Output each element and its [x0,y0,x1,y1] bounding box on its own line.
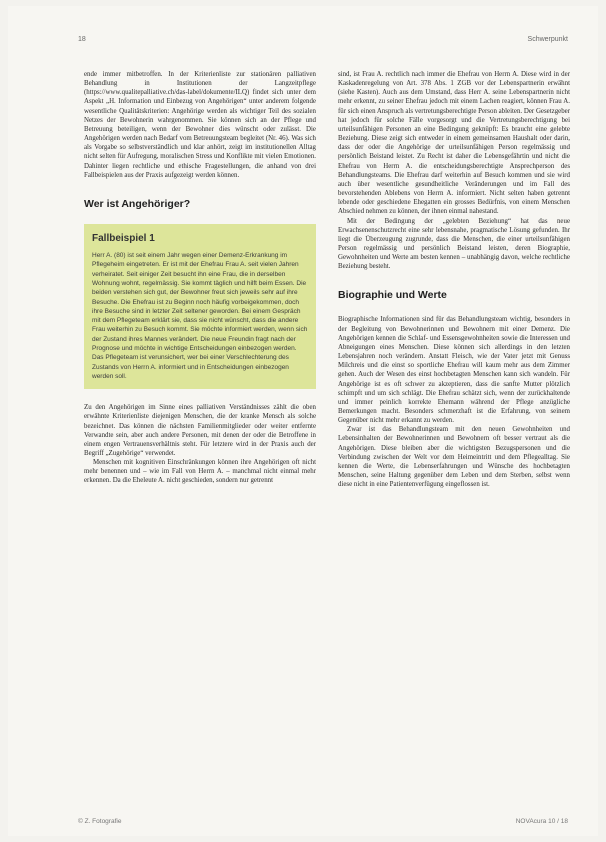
right-paragraph-1: sind, ist Frau A. rechtlich nach immer die Ehefrau von Herrn A. Diese wird in der Kaskadenregelung von Art. 378 Abs. 1 ZGB vor der Lebenspartnerin erwähnt (siehe Kasten). Auch aus dem Umstand, dass Herr A. seine Lebenspartnerin nicht mehr erkennt, zu seiner Ehefrau jedoch mit einem Lachen reagiert, können Frau A. für sich einen Anspruch als vertretungsberechtigte Person ableiten. Der Gesetzgeber hat jedoch für solche Fälle vorgesorgt und die Vertretungsberechtigung bei urteilsunfähigen Personen an eine Bedingung geknüpft: Es braucht eine gelebte Beziehung. Diese zeigt sich entweder in einem gemeinsamen Haushalt oder darin, dass der oder die Angehörige der urteilsunfähigen Person regelmässig und persönlich Beistand leistet. Zu Recht ist daher die Lebensgefährtin und nicht die Ehefrau von Herrn A. die entscheidungsberechtigte Ansprechperson des Behandlungsteams. Die Ehefrau darf weiterhin auf Besuch kommen und sie wird auch über wesentliche gesundheitliche Veränderungen und im Fall des bevorstehenden Ablebens von Herrn A. informiert. Nicht selten haben getrennt lebende oder geschiedene Ehegatten ein grosses Bedürfnis, von einem Menschen Abschied nehmen zu können, der ihnen einmal nahestand. [338,71,570,216]
section-heading-biographie: Biographie und Werte [338,289,447,302]
left-column [84,70,316,486]
page-number: 18 [78,36,86,43]
right-paragraph-4: Zwar ist das Behandlungsteam mit den neuen Gewohnheiten und Lebensinhalten der Bewohnerinnen und Bewohnern oft besser vertraut als die Angehörigen. Diese bleiben aber die wichtigsten Bezugspersonen und die Verbindung zwischen der Welt vor dem Heimeintritt und dem Pflegealltag. Sie kennen die Werte, die Lebenserfahrungen und Wünsche des hochbetagten Menschen, seine Haltung gegenüber dem Leben und dem Sterben, selbst wenn diese nicht in eine Patientenverfügung eingeflossen ist. [338,426,570,489]
right-paragraph-2: Mit der Bedingung der „gelebten Beziehung“ hat das neue Erwachsenenschutzrecht eine sehr lebensnahe, pragmatische Lösung gefunden. Ihr liegt die Überzeugung zugrunde, dass die Menschen, die einer urteilsunfähigen Person regelmässig und persönlich Beistand leisten, deren Biographie, Gewohnheiten und Werte am besten kennen – unabhängig davon, welche rechtliche Beziehung besteht. [338,217,570,271]
left-paragraph-1: ende immer mitbetroffen. In der Kriterienliste zur stationären palliativen Behandlung in Institutionen der Langzeitpflege (https://www.qualitepalliative.ch/das-label/dokumente/ILQ) findet sich unter dem Aspekt „H. Information und Einbezug von Angehörigen“ unter anderem folgende wesentliche Qualitätskriterien: Angehörige werden als wichtiger Teil des sozialen Netzes der Bewohnerin wahrgenommen. Sie können sich an der Pflege und Betreuung beteiligen, wenn der Bewohner dies wünscht oder zulässt. Die Angehörigen werden nach Bedarf vom Betreuungsteam begleitet (Nr. 46). Was sich als Vorgabe so selbstverständlich und klar anhört, zeigt im institutionellen Alltag nicht selten für Aufregung, moralischen Stress und Konflikte mit vielen Emotionen. Dahinter liegen rechtliche und ethische Fragestellungen, die anhand von drei Fallbeispielen aus der Praxis aufgezeigt werden können. [84,71,316,179]
running-title: Schwerpunkt [527,36,568,43]
case-example-title: Fallbeispiel 1 [92,232,155,244]
left-paragraph-3: Menschen mit kognitiven Einschränkungen können ihre Angehörigen oft nicht mehr benennen und – wie im Fall von Herrn A. – manchmal nicht einmal mehr erkennen. Da die Eheleute A. nicht geschieden, sondern nur getrennt [84,459,316,485]
left-paragraph-2: Zu den Angehörigen im Sinne eines palliativen Verständnisses zählt die oben erwähnte Kriterienliste diejenigen Menschen, die der kranke Mensch als solche bezeichnet. Das können die nächsten Familienmitglieder oder weiter entfernte Verwandte sein, aber auch andere Personen, mit denen der oder die Betroffene in einem engen Vertrauensverhältnis steht. Für letztere wird in der Praxis auch der Begriff „Zugehörige“ verwendet. [84,404,316,457]
document-page [8,6,598,836]
section-heading-angehoeriger: Wer ist Angehöriger? [84,197,191,210]
photo-credit: © Z. Fotografie [78,818,122,825]
issue-info: NOVAcura 10 / 18 [515,818,568,825]
case-example-text: Herr A. (80) ist seit einem Jahr wegen einer Demenz-Erkrankung im Pflegeheim eingetreten. Er ist mit der Ehefrau Frau A. seit vielen Jahren verheiratet. Seit einiger Zeit besucht ihn eine Frau, die in derselben Wohnung wohnt, regelmässig. Sie kommt täglich und hilft beim Essen. Die beiden verstehen sich gut, der Bewohner freut sich jeweils sehr auf ihre Besuche. Die Ehefrau ist zu Beginn noch häufig vorbeigekommen, doch ihre Besuche sind in letzter Zeit seltener geworden. Bei einem Gespräch mit dem Pflegeteam erklärt sie, dass sie nicht wünscht, dass die andere Frau weiterhin zu Besuch kommt. Sie möchte informiert werden, wenn sich der Zustand ihres Mannes verändert. Die neue Freundin fragt nach der Prognose und möchte in wichtige Entscheidungen einbezogen werden. Das Pflegeteam ist verunsichert, wer bei einer Verschlechterung des Zustands von Herrn A. informiert und in Entscheidungen einbezogen werden soll. [92,252,308,380]
case-example-box [84,224,316,389]
right-paragraph-3: Biographische Informationen sind für das Behandlungsteam wichtig, besonders in der Begleitung von Bewohnerinnen und Bewohnern mit einer Demenz. Die Angehörigen kennen die Schlaf- und Essensgewohnheiten sowie die Interessen und Abneigungen eines Menschen. Diese können sich allerdings in den letzten Lebensjahren noch verändern. Anstatt Fleisch, wie der Vater jetzt mit Genuss Milchreis und die einst so sportliche Ehefrau will kaum mehr aus dem Zimmer gehen. Auch der Wesen des einst hochbetagten Menschen kann sich wandeln. Für Angehörige ist es oft schwer zu akzeptieren, dass die sanfte Mutter plötzlich schimpft und um sich schlägt. Die Ehefrau schätzt sich, wenn der zurückhaltende und immer peinlich korrekte Ehemann während der Pflege anzügliche Bemerkungen macht. Besonders schmerzhaft ist die Erfahrung, von seinem Gegenüber nicht mehr erkannt zu werden. [338,316,570,425]
right-column [338,70,570,489]
